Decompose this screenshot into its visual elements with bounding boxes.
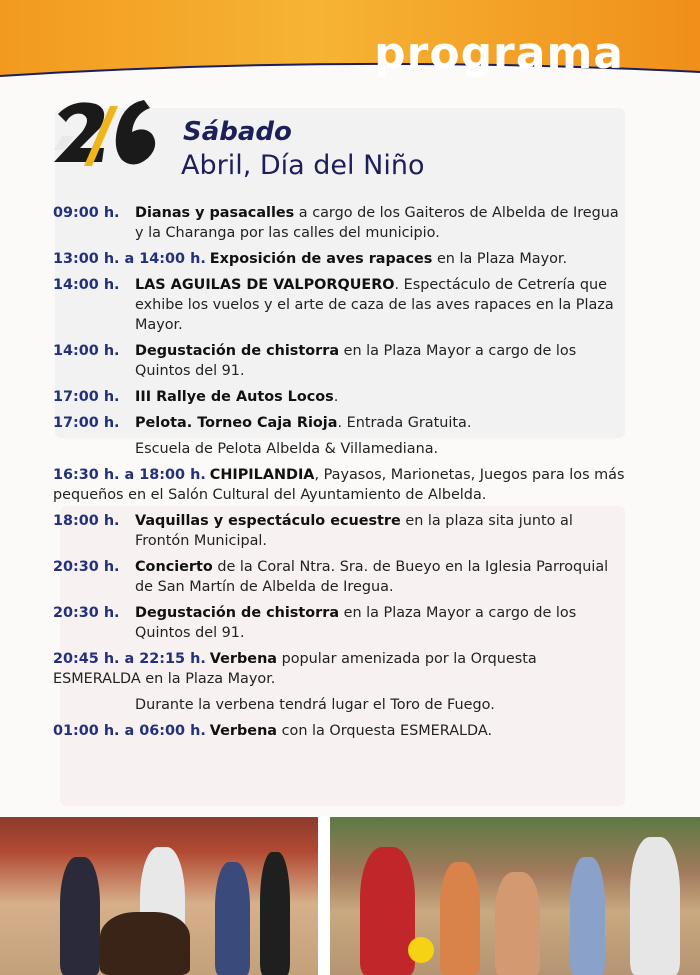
event-title: III Rallye de Autos Locos: [135, 389, 334, 405]
photo-children-running: [330, 817, 700, 975]
event-time: 20:30 h.: [53, 605, 120, 621]
event-description: [135, 559, 608, 595]
event-time: 18:00 h.: [53, 513, 120, 529]
event-text: . Espectáculo de Cetrería que exhibe los vuelos y el arte de caza de las aves rapaces en la Plaza Mayor.: [135, 277, 614, 333]
event-text: . Entrada Gratuita.: [337, 415, 472, 431]
photo-divider: [318, 817, 330, 975]
event-time: 17:00 h.: [53, 415, 120, 431]
day-number-graphic: [52, 96, 164, 176]
event-description: [135, 697, 495, 713]
event-title: Concierto: [135, 559, 213, 575]
photo-horse-riders: [0, 817, 318, 975]
event-item: [53, 203, 628, 243]
event-item: [53, 557, 628, 597]
event-description: [210, 251, 567, 267]
event-text: .: [333, 389, 339, 405]
event-title: Degustación de chistorra: [135, 605, 340, 621]
event-item: [53, 387, 628, 407]
event-title: Verbena: [209, 723, 278, 739]
event-item: [53, 341, 628, 381]
event-item: [53, 695, 628, 715]
event-title: Exposición de aves rapaces: [209, 251, 433, 267]
event-text: , Payasos, Marionetas, Juegos para los más pequeños en el Salón Cultural del Ayuntamiento de Albelda.: [53, 467, 625, 503]
event-item: [53, 603, 628, 643]
event-text: Escuela de Pelota Albelda & Villamediana.: [135, 441, 439, 457]
event-time: 01:00 h. a 06:00 h.: [53, 723, 206, 739]
event-item: [53, 465, 628, 505]
event-text: en la Plaza Mayor.: [432, 251, 568, 267]
event-time: 20:30 h.: [53, 559, 120, 575]
event-title: Vaquillas y espectáculo ecuestre: [135, 513, 401, 529]
event-title: CHIPILANDIA: [209, 467, 315, 483]
event-item: [53, 439, 628, 459]
event-description: [135, 389, 338, 405]
event-description: [135, 441, 438, 457]
event-description: [135, 277, 614, 333]
event-time: 17:00 h.: [53, 389, 120, 405]
event-time: 13:00 h. a 14:00 h.: [53, 251, 206, 267]
event-text: Durante la verbena tendrá lugar el Toro de Fuego.: [135, 697, 495, 713]
event-time: 20:45 h. a 22:15 h.: [53, 651, 206, 667]
event-text: en la Plaza Mayor a cargo de los Quintos del 91.: [135, 605, 577, 641]
event-title: LAS AGUILAS DE VALPORQUERO: [135, 277, 395, 293]
event-item: [53, 721, 628, 741]
event-time: 09:00 h.: [53, 205, 120, 221]
day-weekday: Sábado: [183, 117, 292, 147]
event-time: 16:30 h. a 18:00 h.: [53, 467, 206, 483]
page-title: programa: [374, 28, 624, 79]
event-description: [135, 343, 576, 379]
event-title: Degustación de chistorra: [135, 343, 340, 359]
event-item: [53, 511, 628, 551]
event-text: a cargo de los Gaiteros de Albelda de Iregua y la Charanga por las calles del municipio.: [135, 205, 619, 241]
event-description: [135, 415, 471, 431]
event-description: [210, 723, 492, 739]
event-time: 14:00 h.: [53, 343, 120, 359]
event-list: [53, 203, 628, 747]
event-description: [135, 205, 619, 241]
event-item: [53, 649, 628, 689]
event-item: [53, 275, 628, 335]
event-item: [53, 413, 628, 433]
event-time: 14:00 h.: [53, 277, 120, 293]
event-item: [53, 249, 628, 269]
event-text: de la Coral Ntra. Sra. de Bueyo en la Iglesia Parroquial de San Martín de Albelda de Iregua.: [135, 559, 609, 595]
event-text: popular amenizada por la Orquesta ESMERALDA en la Plaza Mayor.: [53, 651, 537, 687]
day-subtitle: Abril, Día del Niño: [181, 150, 425, 181]
event-description: [135, 513, 573, 549]
event-text: con la Orquesta ESMERALDA.: [277, 723, 493, 739]
event-description: [135, 605, 576, 641]
event-text: en la Plaza Mayor a cargo de los Quintos del 91.: [135, 343, 577, 379]
event-text: en la plaza sita junto al Frontón Municipal.: [135, 513, 573, 549]
event-title: Dianas y pasacalles: [135, 205, 295, 221]
event-title: Verbena: [209, 651, 278, 667]
event-title: Pelota. Torneo Caja Rioja: [135, 415, 338, 431]
